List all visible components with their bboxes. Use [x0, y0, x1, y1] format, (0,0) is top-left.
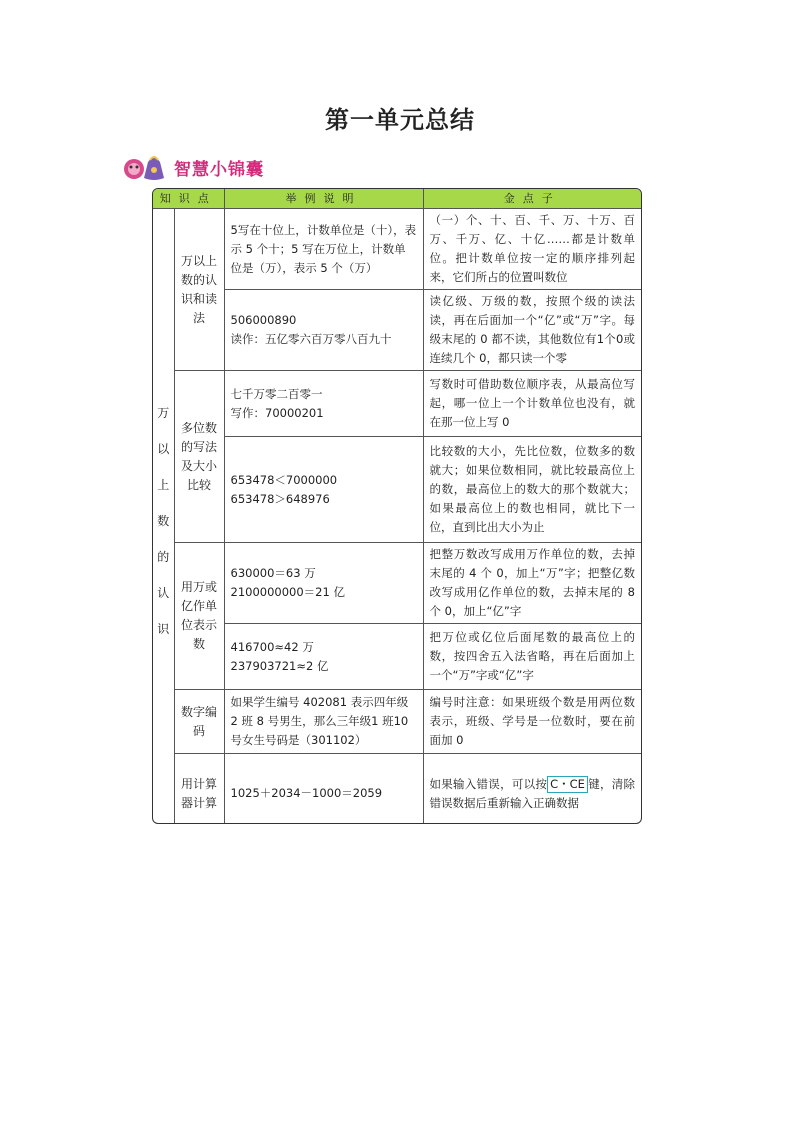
topic-digit-coding: 数字编码: [174, 690, 224, 754]
example-cell: 630000＝63 万 2100000000＝21 亿: [224, 543, 423, 624]
tip-cell: 把万位或亿位后面尾数的最高位上的数，按四舍五入法省略，再在后面加上一个“万”字或“亿”字: [423, 624, 641, 690]
topic-calculator: 用计算器计算: [174, 754, 224, 825]
tip-cell: 如果输入错误，可以按 C・CE 键，清除错误数据后重新输入正确数据: [423, 754, 641, 825]
example-cell: 如果学生编号 402081 表示四年级 2 班 8 号男生，那么三年级1 班10 号女生号码是（301102）: [224, 690, 423, 754]
topic-reading: 万以上数的认识和读法: [174, 209, 224, 371]
lucky-bag-icon: [122, 152, 170, 182]
header-tips: 金点子: [423, 189, 641, 209]
example-cell: 七千万零二百零一 写作：70000201: [224, 371, 423, 437]
summary-table: [152, 188, 642, 824]
tip-cell: 比较数的大小，先比位数，位数多的数就大；如果位数相同，就比较最高位上的数，最高位上的数大的那个数就大；如果最高位上的数也相同，就比下一位，直到比出大小为止: [423, 437, 641, 543]
main-topic: 万 以 上 数 的 认 识: [153, 209, 174, 825]
example-cell: 5写在十位上，计数单位是（十），表示 5 个十；5 写在万位上，计数单位是（万），表示 5 个（万）: [224, 209, 423, 290]
tip-cell: 读亿级、万级的数，按照个级的读法读，再在后面加一个“亿”或“万”字。每级末尾的 0 都不读，其他数位有1个0或连续几个 0，都只读一个零: [423, 290, 641, 371]
header-knowledge-point: 知识点: [153, 189, 224, 209]
tip-cell: 写数时可借助数位顺序表，从最高位写起，哪一位上一个计数单位也没有，就在那一位上写 0: [423, 371, 641, 437]
topic-unit-notation: 用万或亿作单位表示数: [174, 543, 224, 690]
tip-cell: 编号时注意：如果班级个数是用两位数表示，班级、学号是一位数时，要在前面加 0: [423, 690, 641, 754]
calculator-key-c-ce: C・CE: [547, 776, 588, 793]
tip-cell: 把整万数改写成用万作单位的数，去掉末尾的 4 个 0，加上“万”字；把整亿数改写成用亿作单位的数，去掉末尾的 8 个 0，加上“亿”字: [423, 543, 641, 624]
topic-writing-compare: 多位数的写法及大小比较: [174, 371, 224, 543]
header-example: 举例说明: [224, 189, 423, 209]
page-title: 第一单元总结: [325, 106, 475, 134]
example-cell: 653478＜7000000 653478＞648976: [224, 437, 423, 543]
tip-cell: （一）个、十、百、千、万、十万、百万、千万、亿、十亿……都是计数单位。把计数单位按一定的顺序排列起来，它们所占的位置叫数位: [423, 209, 641, 290]
banner-label: 智慧小锦囊: [174, 159, 264, 180]
example-cell: 1025＋2034－1000＝2059: [224, 754, 423, 825]
banner: [122, 150, 264, 184]
example-cell: 416700≈42 万 237903721≈2 亿: [224, 624, 423, 690]
example-cell: 506000890 读作：五亿零六百万零八百九十: [224, 290, 423, 371]
